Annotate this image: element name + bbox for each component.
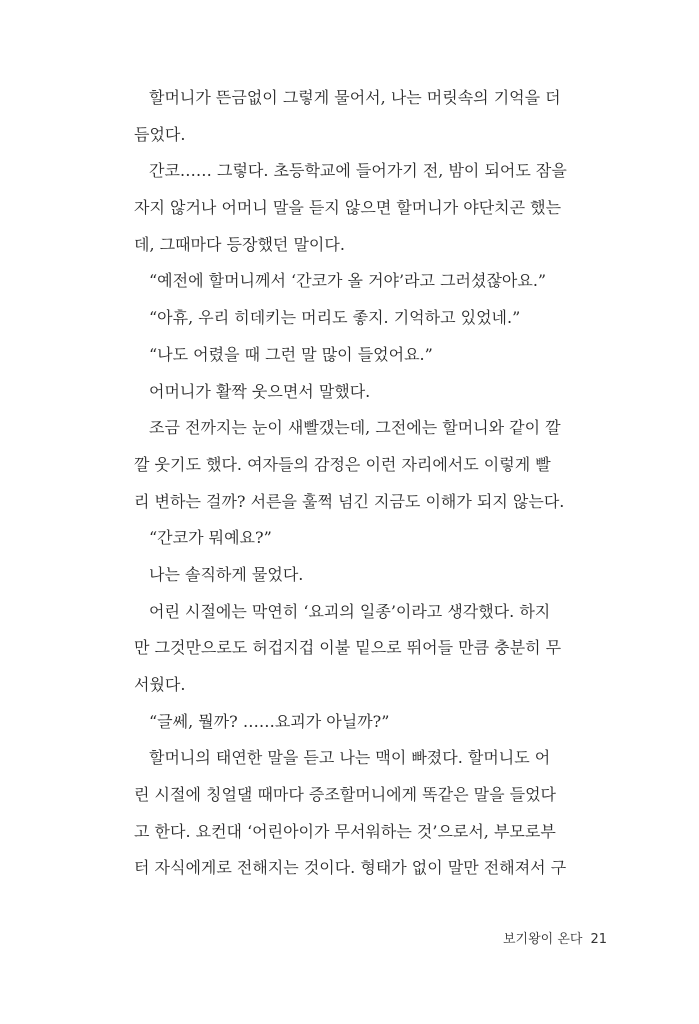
paragraph [134,594,608,704]
text-line: 어머니가 활짝 웃으면서 말했다. [149,381,371,401]
text-line: 어린 시절에는 막연히 ‘요괴의 일종’이라고 생각했다. 하지 [149,601,551,621]
paragraph [134,410,608,520]
text-line: 나는 솔직하게 물었다. [149,564,304,584]
page-number: 21 [590,932,607,947]
text-line: “예전에 할머니께서 ‘간코가 올 거야’라고 그러셨잖아요.” [149,271,547,291]
text-line: “나도 어렸을 때 그런 말 많이 들었어요.” [149,344,433,364]
text-line: 듬었다. [134,124,186,144]
text-line: 린 시절에 칭얼댈 때마다 증조할머니에게 똑같은 말을 들었다 [134,785,557,805]
text-line: 간코…… 그렇다. 초등학교에 들어가기 전, 밤이 되어도 잠을 [149,161,567,181]
text-line: 터 자식에게로 전해지는 것이다. 형태가 없이 말만 전해져서 구 [134,858,567,878]
text-line: 서웠다. [134,675,186,694]
paragraph [134,300,608,337]
paragraph [134,337,608,374]
text-line: 고 한다. 요컨대 ‘어린아이가 무서워하는 것’으로서, 부모로부 [134,821,556,841]
text-line: 만 그것만으로도 허겁지겁 이불 밑으로 뛰어들 만큼 충분히 무 [134,638,562,658]
paragraph [134,153,608,263]
text-line: 조금 전까지는 눈이 새빨갰는데, 그전에는 할머니와 같이 깔 [149,418,561,438]
text-line: 데, 그때마다 등장했던 말이다. [134,234,345,254]
running-title: 보기왕이 온다 [502,932,583,947]
text-line: 할머니가 뜬금없이 그렇게 물어서, 나는 머릿속의 기억을 더 [149,88,561,107]
paragraph [134,80,608,153]
text-line: “아휴, 우리 히데키는 머리도 좋지. 기억하고 있었네.” [149,308,521,328]
text-line: 자지 않거나 어머니 말을 듣지 않으면 할머니가 야단치곤 했는 [134,198,562,218]
paragraph [134,557,608,594]
paragraph [134,704,608,741]
body-text [134,80,608,887]
paragraph [134,263,608,300]
text-line: 리 변하는 걸까? 서른을 훌쩍 넘긴 지금도 이해가 되지 않는다. [134,491,565,511]
text-line: “간코가 뭐예요?” [149,528,272,548]
text-line: 할머니의 태연한 말을 듣고 나는 맥이 빠졌다. 할머니도 어 [149,748,551,768]
paragraph [134,374,608,411]
text-line: 깔 웃기도 했다. 여자들의 감정은 이런 자리에서도 이렇게 빨 [134,454,551,474]
paragraph [134,520,608,557]
text-line: “글쎄, 뭘까? ……요괴가 아닐까?” [149,711,390,731]
page-footer [503,928,607,947]
paragraph [134,740,608,887]
